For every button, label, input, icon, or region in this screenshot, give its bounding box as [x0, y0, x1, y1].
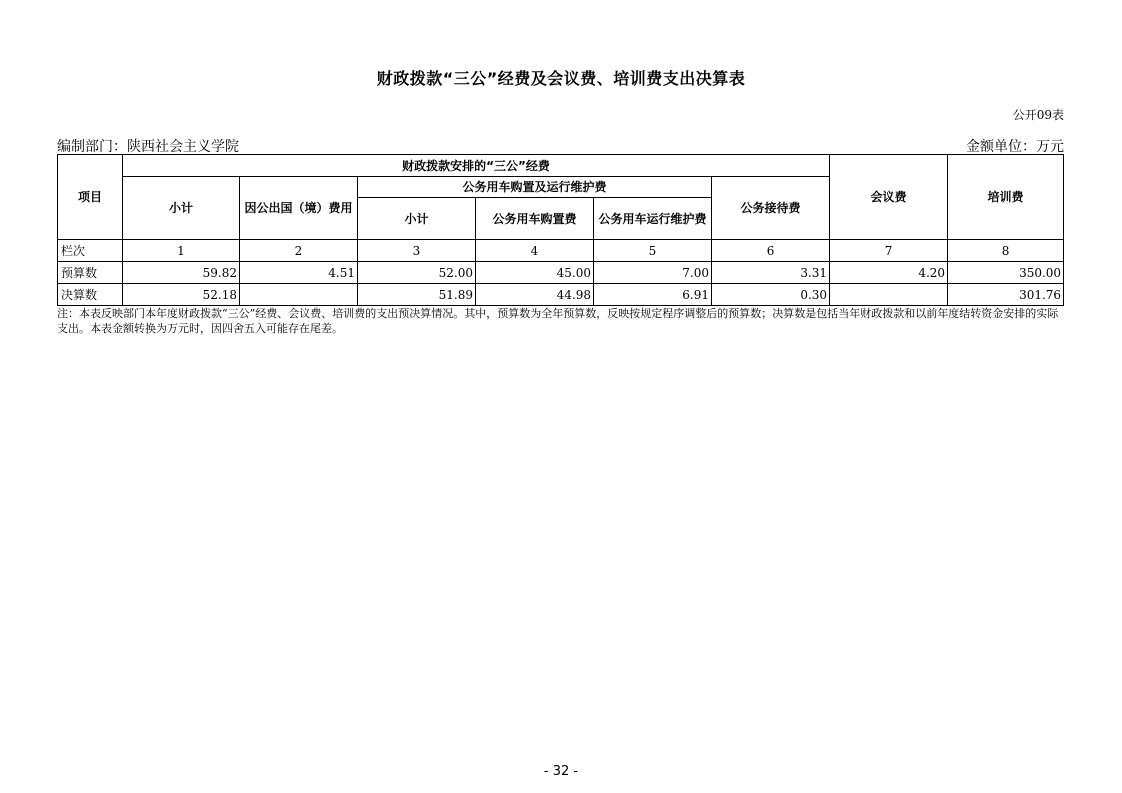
- table-cell: 6.91: [594, 284, 712, 306]
- column-index-row: [58, 240, 1064, 262]
- row-label: 预算数: [58, 262, 123, 284]
- table-cell: 3.31: [712, 262, 830, 284]
- col-index-cell: 8: [948, 240, 1064, 262]
- table-cell: 52.00: [358, 262, 476, 284]
- col-index-cell: 5: [594, 240, 712, 262]
- col-index-cell: 2: [240, 240, 358, 262]
- amount-unit: 金额单位：万元: [966, 139, 1064, 155]
- table-cell: 350.00: [948, 262, 1064, 284]
- header-vehicle-purchase: 公务用车购置费: [476, 198, 594, 240]
- header-subtotal: 小计: [123, 177, 240, 240]
- col-index-cell: 7: [830, 240, 948, 262]
- header-item: 项目: [58, 155, 123, 240]
- header-reception: 公务接待费: [712, 177, 830, 240]
- table-cell: [830, 284, 948, 306]
- table-row: [58, 262, 1064, 284]
- table-cell: 4.51: [240, 262, 358, 284]
- table-id: 公开09表: [1012, 108, 1064, 122]
- table-row: [58, 284, 1064, 306]
- header-vehicle-operation: 公务用车运行维护费: [594, 198, 712, 240]
- table-cell: 301.76: [948, 284, 1064, 306]
- page-title: 财政拨款“三公”经费及会议费、培训费支出决算表: [376, 69, 746, 88]
- header-sangong-group: 财政拨款安排的“三公”经费: [123, 155, 830, 177]
- table-cell: 59.82: [123, 262, 240, 284]
- table-cell: 0.30: [712, 284, 830, 306]
- compiling-department: 编制部门：陕西社会主义学院: [57, 139, 239, 155]
- header-vehicle-group: 公务用车购置及运行维护费: [358, 177, 712, 198]
- table-cell: 51.89: [358, 284, 476, 306]
- row-label: 栏次: [58, 240, 123, 262]
- table-cell: 4.20: [830, 262, 948, 284]
- col-index-cell: 3: [358, 240, 476, 262]
- page-number: - 32 -: [543, 764, 579, 779]
- table-cell: 7.00: [594, 262, 712, 284]
- table-cell: 44.98: [476, 284, 594, 306]
- col-index-cell: 4: [476, 240, 594, 262]
- table-note: 注：本表反映部门本年度财政拨款“三公”经费、会议费、培训费的支出预决算情况。其中，预算数为全年预算数，反映按规定程序调整后的预算数；决算数是包括当年财政拨款和以前年度结转资金安排的实际支出。本表金额转换为万元时，因四舍五入可能存在尾差。: [57, 307, 1059, 335]
- table-cell: 52.18: [123, 284, 240, 306]
- table-cell: 45.00: [476, 262, 594, 284]
- header-abroad: 因公出国（境）费用: [240, 177, 358, 240]
- header-meeting: 会议费: [830, 155, 948, 240]
- col-index-cell: 1: [123, 240, 240, 262]
- col-index-cell: 6: [712, 240, 830, 262]
- table-cell: [240, 284, 358, 306]
- expenditure-table: [57, 154, 1064, 306]
- header-training: 培训费: [948, 155, 1064, 240]
- row-label: 决算数: [58, 284, 123, 306]
- header-vehicle-subtotal: 小计: [358, 198, 476, 240]
